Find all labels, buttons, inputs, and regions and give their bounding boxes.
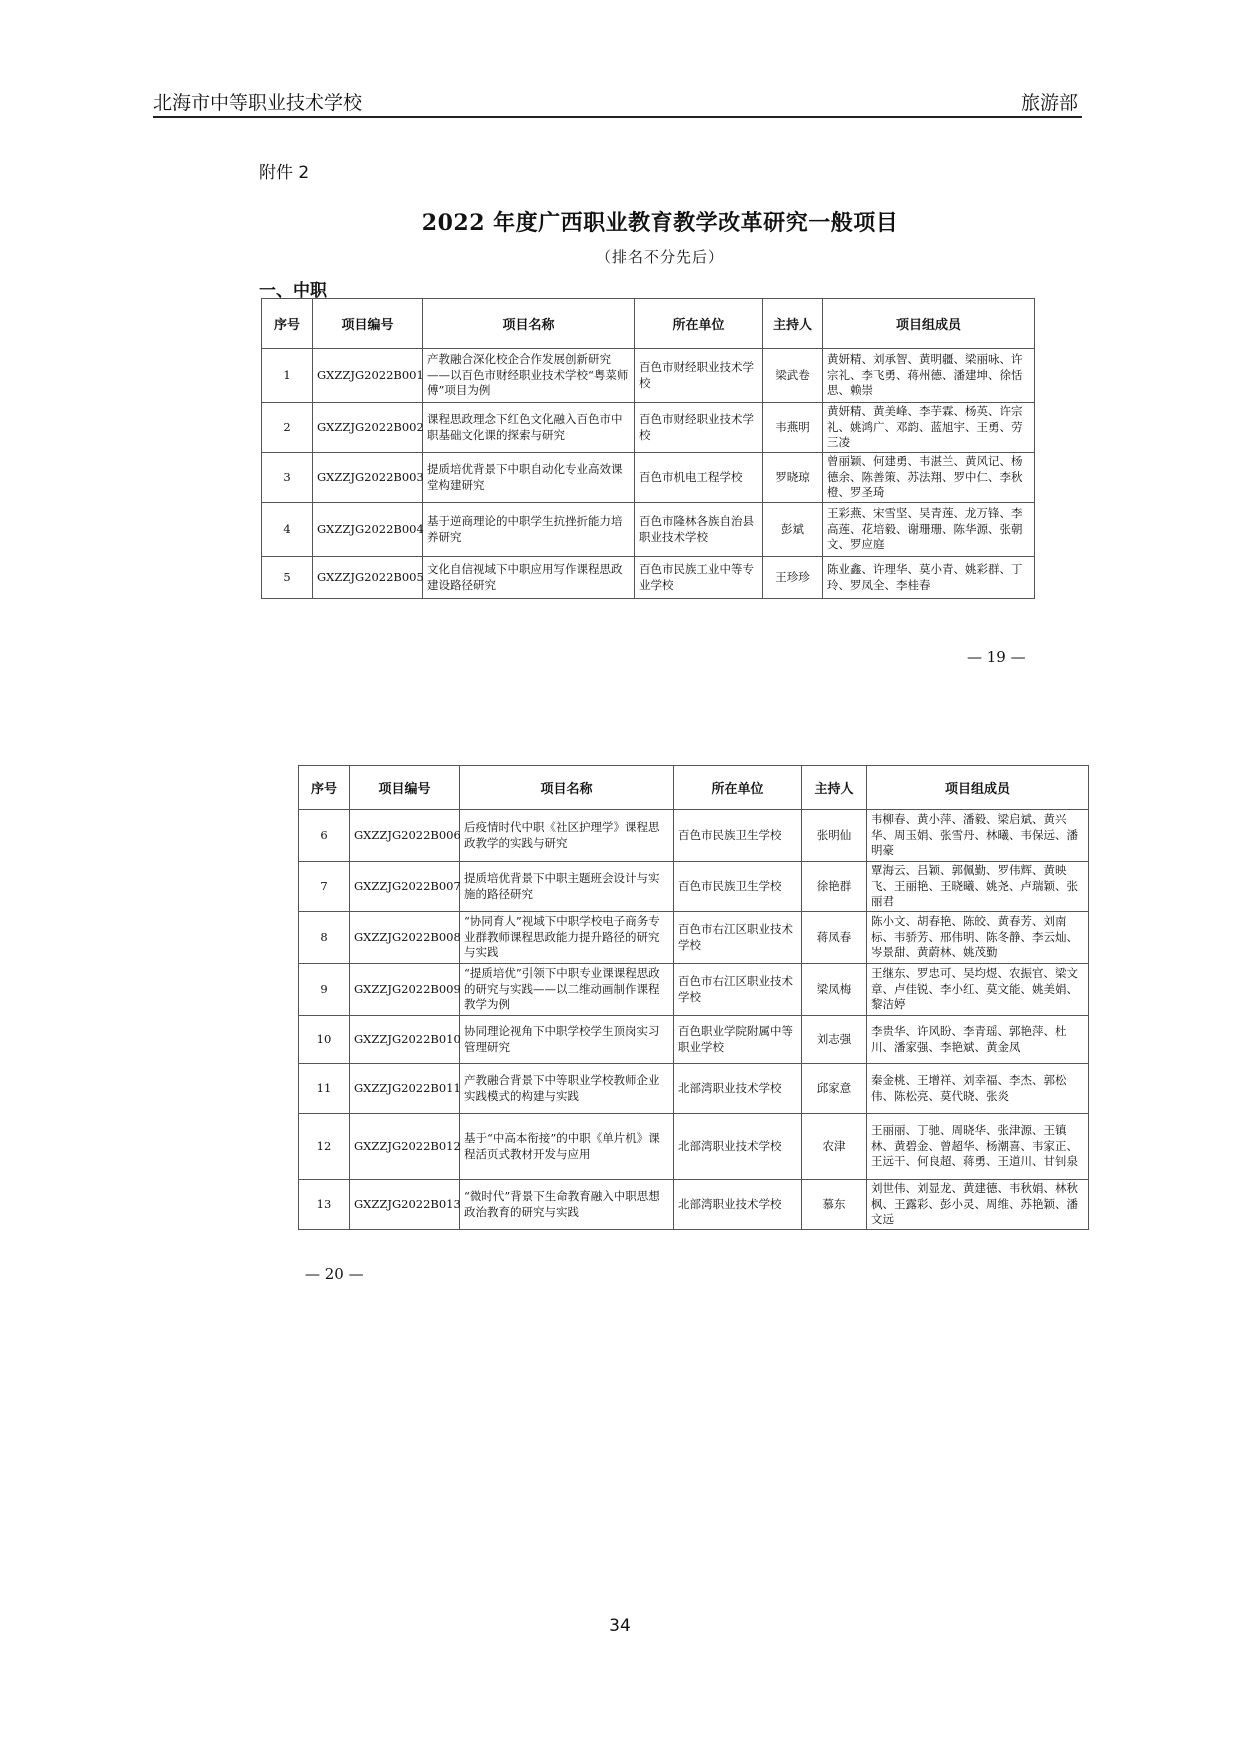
cell-name: “提质培优”引领下中职专业课课程思政的研究与实践——以二维动画制作课程教学为例 xyxy=(460,964,674,1016)
cell-seq: 1 xyxy=(262,349,313,403)
header-code: 项目编号 xyxy=(313,299,423,349)
cell-members: 王继东、罗忠可、吴均煜、农振官、梁文章、卢佳锐、李小红、莫文能、姚美娟、黎洁婷 xyxy=(867,964,1089,1016)
cell-seq: 6 xyxy=(299,810,350,862)
table-row xyxy=(299,1180,1089,1230)
cell-host: 罗晓琼 xyxy=(763,453,823,503)
cell-code: GXZZJG2022B011 xyxy=(350,1064,460,1114)
cell-members: 黄妍精、黄美峰、李芋霖、杨英、许宗礼、姚鸿广、邓韵、蓝旭宇、王勇、劳三凌 xyxy=(823,403,1035,453)
cell-members: 黄妍精、刘承智、黄明疆、梁丽咏、许宗礼、李飞勇、蒋州德、潘建坤、徐恬思、赖崇 xyxy=(823,349,1035,403)
cell-host: 农津 xyxy=(802,1114,867,1180)
cell-members: 李贵华、许风盼、李青瑶、郭艳萍、杜川、潘家强、李艳斌、黄金凤 xyxy=(867,1016,1089,1064)
cell-name: 协同理论视角下中职学校学生顶岗实习管理研究 xyxy=(460,1016,674,1064)
page-footer-19: — 19 — xyxy=(967,648,1026,666)
cell-host: 刘志强 xyxy=(802,1016,867,1064)
table-row xyxy=(262,349,1035,403)
section-heading: 一、中职 xyxy=(259,281,327,301)
cell-code: GXZZJG2022B001 xyxy=(313,349,423,403)
cell-code: GXZZJG2022B009 xyxy=(350,964,460,1016)
table-row xyxy=(299,912,1089,964)
table-row xyxy=(299,964,1089,1016)
document-title: 2022 年度广西职业教育教学改革研究一般项目 xyxy=(421,210,899,236)
cell-members: 王彩燕、宋雪坚、吴青莲、龙万锋、李高莲、花培毅、谢珊珊、陈华源、张朝文、罗应庭 xyxy=(823,503,1035,557)
project-table-2 xyxy=(298,765,1089,1230)
cell-code: GXZZJG2022B002 xyxy=(313,403,423,453)
cell-unit: 百色市民族卫生学校 xyxy=(674,862,802,912)
cell-name: 文化自信视域下中职应用写作课程思政建设路径研究 xyxy=(423,557,635,599)
cell-unit: 百色市财经职业技术学校 xyxy=(635,403,763,453)
cell-seq: 5 xyxy=(262,557,313,599)
table-row xyxy=(262,403,1035,453)
cell-code: GXZZJG2022B004 xyxy=(313,503,423,557)
cell-members: 覃海云、吕颖、郭佩勤、罗伟辉、黄映飞、王丽艳、王晓曦、姚尧、卢瑞颖、张丽君 xyxy=(867,862,1089,912)
cell-unit: 百色市财经职业技术学校 xyxy=(635,349,763,403)
header-name: 项目名称 xyxy=(423,299,635,349)
cell-code: GXZZJG2022B007 xyxy=(350,862,460,912)
cell-code: GXZZJG2022B003 xyxy=(313,453,423,503)
header-host: 主持人 xyxy=(802,766,867,810)
cell-members: 曾丽颖、何建勇、韦湛兰、黄风记、杨德余、陈善策、苏法翔、罗中仁、李秋橙、罗圣琦 xyxy=(823,453,1035,503)
attachment-label: 附件 2 xyxy=(259,163,310,183)
cell-host: 梁凤梅 xyxy=(802,964,867,1016)
header-seq: 序号 xyxy=(299,766,350,810)
cell-name: 产教融合背景下中等职业学校教师企业实践模式的构建与实践 xyxy=(460,1064,674,1114)
table-row xyxy=(299,862,1089,912)
cell-seq: 12 xyxy=(299,1114,350,1180)
cell-seq: 9 xyxy=(299,964,350,1016)
cell-name: “协同育人”视域下中职学校电子商务专业群教师课程思政能力提升路径的研究与实践 xyxy=(460,912,674,964)
cell-unit: 百色职业学院附属中等职业学校 xyxy=(674,1016,802,1064)
cell-name: “微时代”背景下生命教育融入中职思想政治教育的研究与实践 xyxy=(460,1180,674,1230)
cell-host: 蒋凤春 xyxy=(802,912,867,964)
header-unit: 所在单位 xyxy=(635,299,763,349)
cell-seq: 10 xyxy=(299,1016,350,1064)
cell-unit: 北部湾职业技术学校 xyxy=(674,1180,802,1230)
cell-members: 刘世伟、刘显龙、黄建德、韦秋娟、林秋枫、王露彩、彭小灵、周维、苏艳颖、潘文远 xyxy=(867,1180,1089,1230)
cell-name: 基于“中高本衔接”的中职《单片机》课程活页式教材开发与应用 xyxy=(460,1114,674,1180)
cell-unit: 百色市隆林各族自治县职业技术学校 xyxy=(635,503,763,557)
cell-members: 韦柳春、黄小萍、潘毅、梁启斌、黄兴华、周玉娟、张雪丹、林曦、韦保远、潘明豪 xyxy=(867,810,1089,862)
header-unit: 所在单位 xyxy=(674,766,802,810)
table-row xyxy=(299,1016,1089,1064)
cell-host: 慕东 xyxy=(802,1180,867,1230)
cell-name: 提质培优背景下中职主题班会设计与实施的路径研究 xyxy=(460,862,674,912)
cell-seq: 4 xyxy=(262,503,313,557)
header-name: 项目名称 xyxy=(460,766,674,810)
cell-members: 陈业鑫、许理华、莫小青、姚彩群、丁玲、罗凤全、李桂春 xyxy=(823,557,1035,599)
cell-host: 张明仙 xyxy=(802,810,867,862)
cell-name: 课程思政理念下红色文化融入百色市中职基础文化课的探索与研究 xyxy=(423,403,635,453)
cell-seq: 7 xyxy=(299,862,350,912)
table-row xyxy=(299,1064,1089,1114)
document-subtitle: （排名不分先后） xyxy=(595,248,724,266)
cell-code: GXZZJG2022B012 xyxy=(350,1114,460,1180)
table-header-row xyxy=(299,766,1089,810)
cell-unit: 百色市机电工程学校 xyxy=(635,453,763,503)
header-members: 项目组成员 xyxy=(867,766,1089,810)
table-header-row xyxy=(262,299,1035,349)
school-name: 北海市中等职业技术学校 xyxy=(153,92,363,114)
cell-host: 王珍珍 xyxy=(763,557,823,599)
page-header xyxy=(153,86,1082,118)
cell-seq: 13 xyxy=(299,1180,350,1230)
cell-code: GXZZJG2022B008 xyxy=(350,912,460,964)
table-row xyxy=(262,503,1035,557)
header-code: 项目编号 xyxy=(350,766,460,810)
page-number: 34 xyxy=(609,1616,631,1636)
cell-unit: 百色市民族工业中等专业学校 xyxy=(635,557,763,599)
cell-code: GXZZJG2022B006 xyxy=(350,810,460,862)
cell-name: 提质培优背景下中职自动化专业高效课堂构建研究 xyxy=(423,453,635,503)
cell-unit: 北部湾职业技术学校 xyxy=(674,1114,802,1180)
cell-host: 韦燕明 xyxy=(763,403,823,453)
page-footer-20: — 20 — xyxy=(305,1265,364,1283)
cell-members: 秦金桃、王增祥、刘幸福、李杰、郭松伟、陈松亮、莫代晓、张炎 xyxy=(867,1064,1089,1114)
department-name: 旅游部 xyxy=(1020,92,1078,114)
cell-members: 王丽丽、丁驰、周晓华、张津源、王镇林、黄碧金、曾超华、杨潮喜、韦家正、王远干、何良超、蒋勇、王道川、甘钊泉 xyxy=(867,1114,1089,1180)
cell-seq: 11 xyxy=(299,1064,350,1114)
project-table-1 xyxy=(261,298,1035,599)
cell-code: GXZZJG2022B005 xyxy=(313,557,423,599)
header-seq: 序号 xyxy=(262,299,313,349)
header-members: 项目组成员 xyxy=(823,299,1035,349)
cell-members: 陈小文、胡春艳、陈皎、黄春芳、刘南标、韦骄芳、邢伟明、陈冬静、李云灿、岑景甜、黄蔚林、姚茂勤 xyxy=(867,912,1089,964)
cell-host: 梁武卷 xyxy=(763,349,823,403)
cell-host: 邱家意 xyxy=(802,1064,867,1114)
table-row xyxy=(299,1114,1089,1180)
cell-name: 基于逆商理论的中职学生抗挫折能力培养研究 xyxy=(423,503,635,557)
table-row xyxy=(299,810,1089,862)
cell-unit: 北部湾职业技术学校 xyxy=(674,1064,802,1114)
cell-seq: 3 xyxy=(262,453,313,503)
cell-unit: 百色市民族卫生学校 xyxy=(674,810,802,862)
header-host: 主持人 xyxy=(763,299,823,349)
cell-name: 产教融合深化校企合作发展创新研究——以百色市财经职业技术学校“粤菜师傅”项目为例 xyxy=(423,349,635,403)
table-row xyxy=(262,557,1035,599)
cell-host: 徐艳群 xyxy=(802,862,867,912)
cell-code: GXZZJG2022B010 xyxy=(350,1016,460,1064)
cell-code: GXZZJG2022B013 xyxy=(350,1180,460,1230)
cell-unit: 百色市右江区职业技术学校 xyxy=(674,912,802,964)
cell-seq: 8 xyxy=(299,912,350,964)
cell-seq: 2 xyxy=(262,403,313,453)
cell-unit: 百色市右江区职业技术学校 xyxy=(674,964,802,1016)
cell-host: 彭斌 xyxy=(763,503,823,557)
cell-name: 后疫情时代中职《社区护理学》课程思政教学的实践与研究 xyxy=(460,810,674,862)
table-row xyxy=(262,453,1035,503)
